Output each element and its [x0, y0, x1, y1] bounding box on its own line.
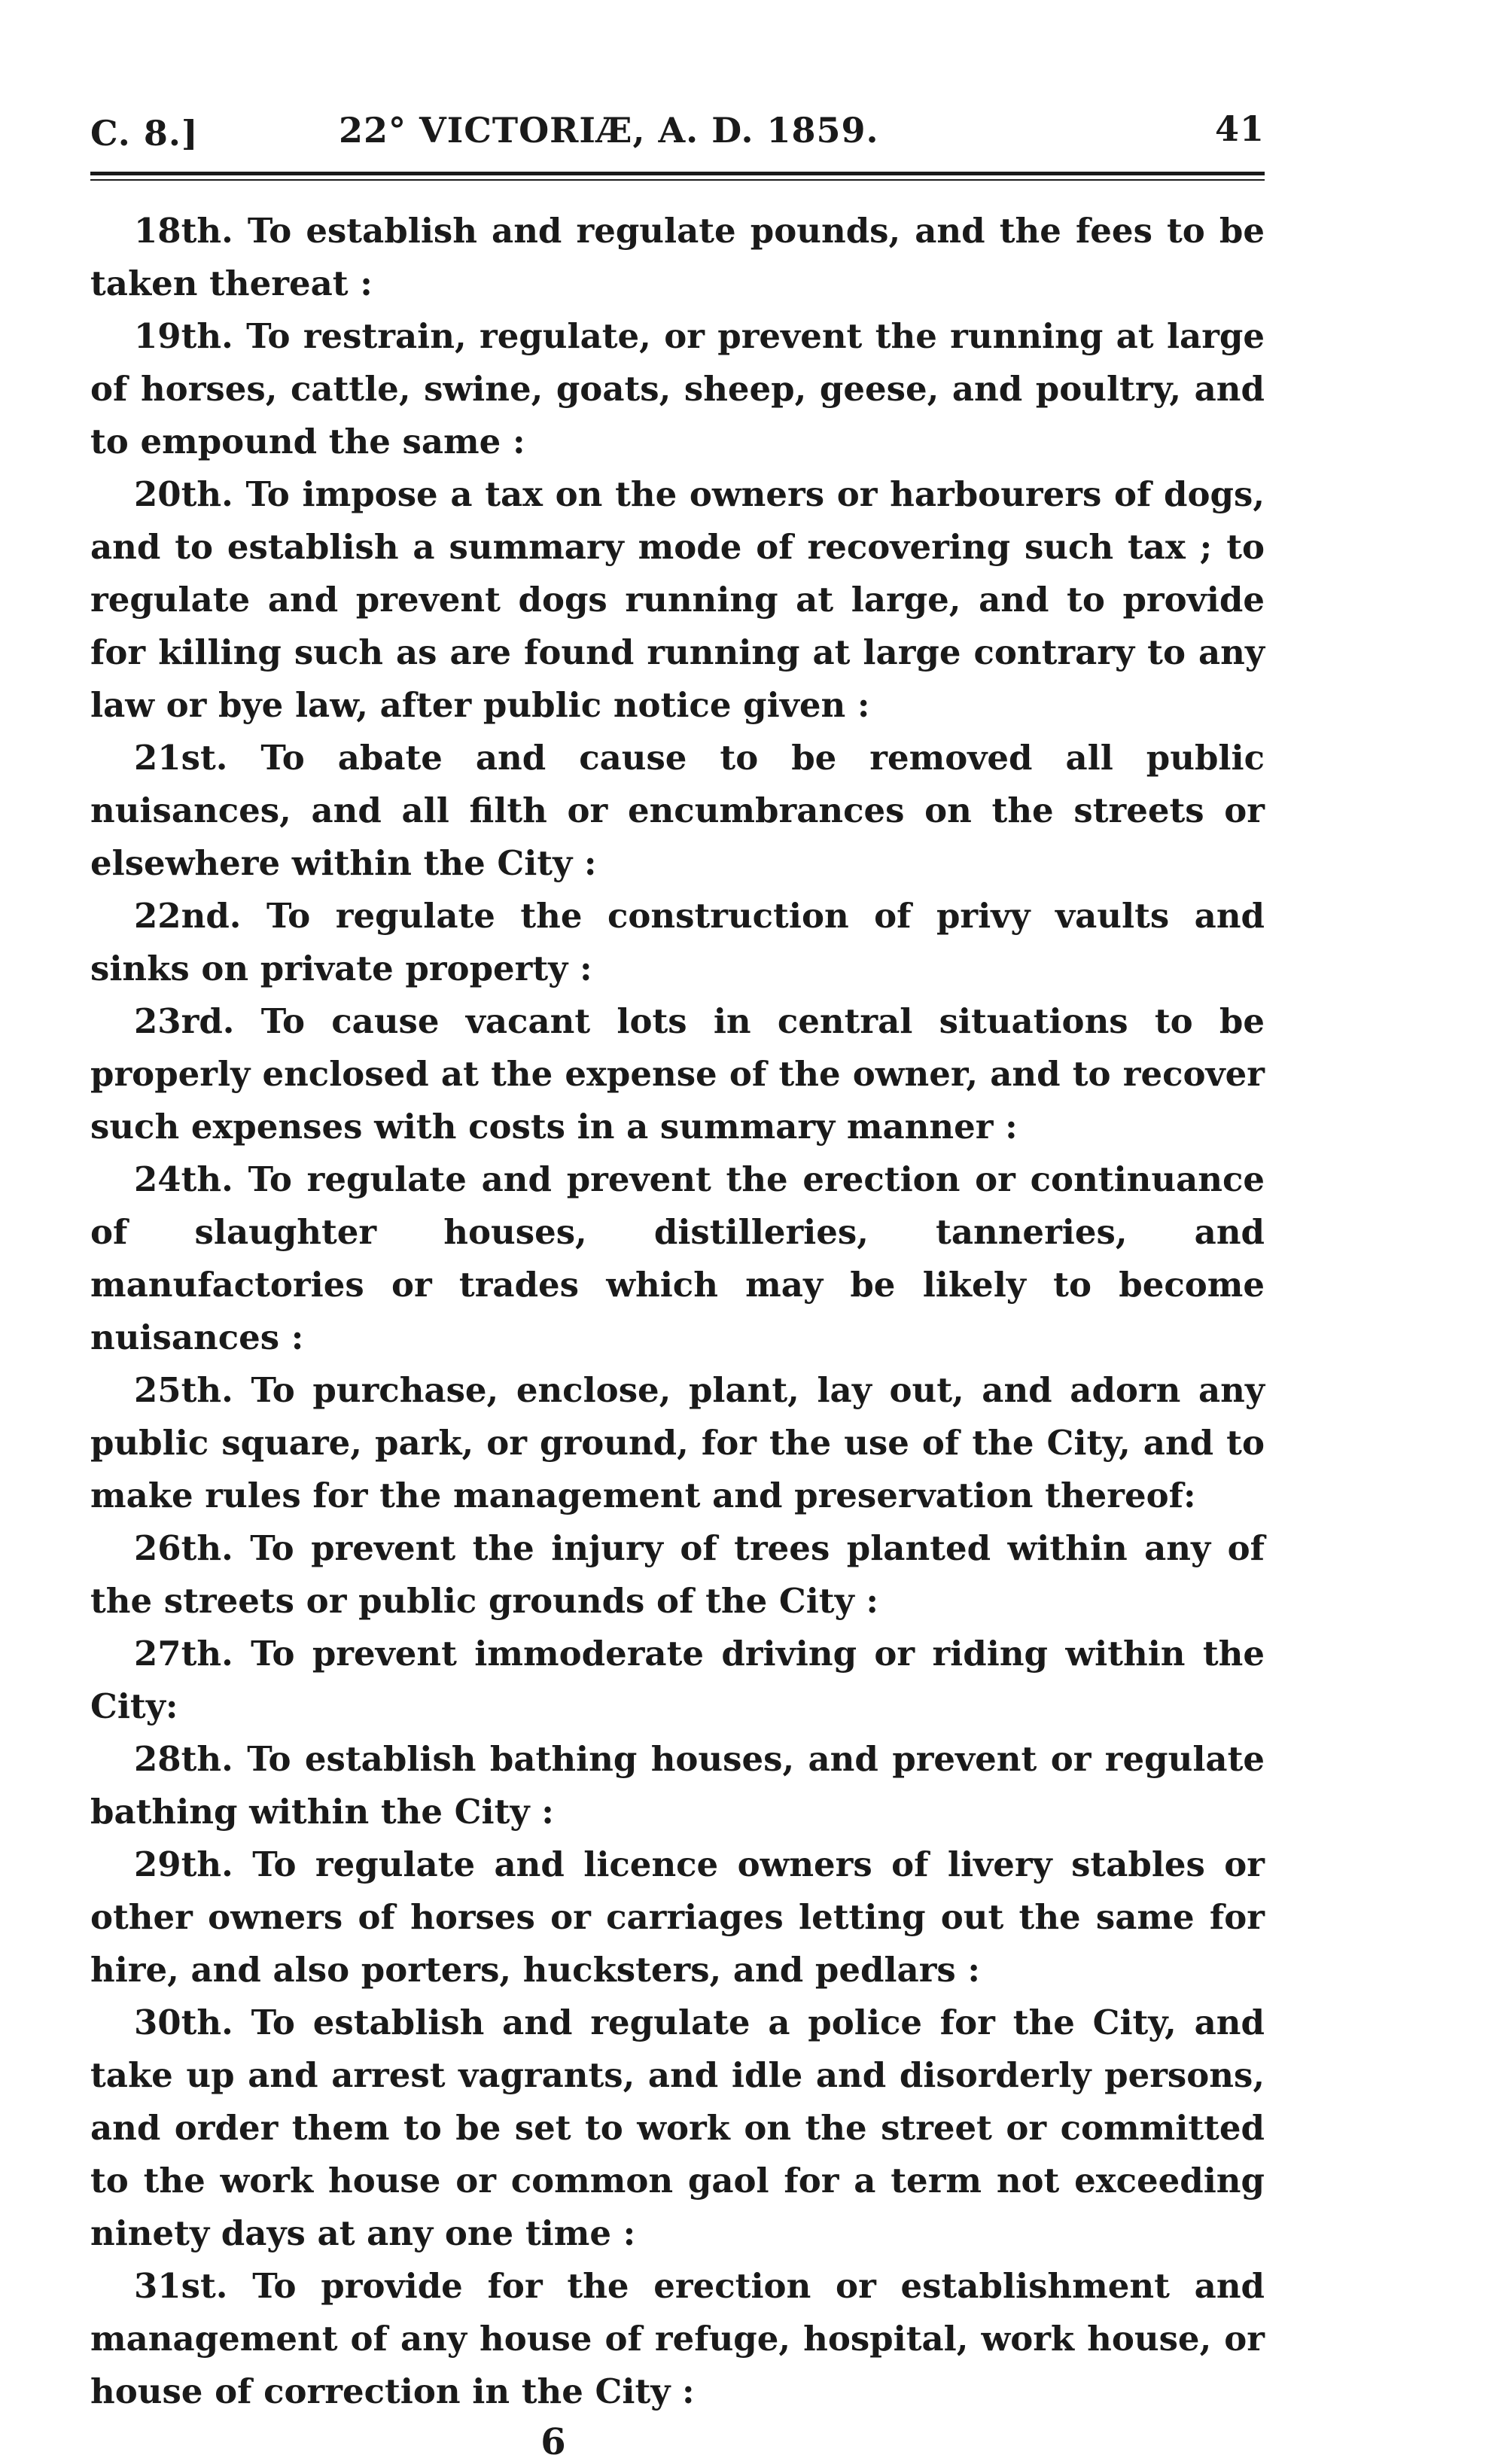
- clause-text: To establish bathing houses, and prevent or regulate bathing within the City :: [90, 1739, 1265, 1832]
- clause-number: 21st.: [134, 738, 228, 778]
- clause-21: [90, 732, 1265, 890]
- clause-19: [90, 310, 1265, 468]
- header-rule: [90, 172, 1265, 181]
- clause-text: To provide for the erection or establishment and management of any house of refuge, hospital, work house, or house of correction in the City :: [90, 2266, 1265, 2411]
- page-number: 41: [1214, 108, 1265, 149]
- clause-text: To cause vacant lots in central situations to be properly enclosed at the expense of the owner, and to recover such expenses with costs in a summary manner :: [90, 1001, 1265, 1147]
- clause-number: 23rd.: [134, 1001, 235, 1041]
- clause-25: [90, 1364, 1265, 1522]
- clause-number: 18th.: [134, 211, 233, 251]
- clause-text: To establish and regulate a police for the City, and take up and arrest vagrants, and idle and disorderly persons, and order them to be set to work on the street or committed to the work house or common gaol for a term not exceeding ninety days at any one time :: [90, 2003, 1265, 2253]
- clause-text: To regulate the construction of privy vaults and sinks on private property :: [90, 896, 1265, 988]
- clause-text: To restrain, regulate, or prevent the running at large of horses, cattle, swine, goats, sheep, geese, and poultry, and to empound the same :: [90, 316, 1265, 461]
- clause-text: To purchase, enclose, plant, lay out, and adorn any public square, park, or ground, for the use of the City, and to make rules for the management and preservation thereof:: [90, 1370, 1265, 1515]
- clause-list: [90, 205, 1265, 2418]
- document-page: [90, 105, 1265, 2463]
- clause-text: To establish and regulate pounds, and the fees to be taken thereat :: [90, 211, 1265, 303]
- clause-number: 25th.: [134, 1370, 233, 1410]
- running-header: [90, 105, 1265, 158]
- clause-28: [90, 1733, 1265, 1838]
- clause-text: To prevent immoderate driving or riding within the City:: [90, 1634, 1265, 1726]
- clause-number: 22nd.: [134, 896, 242, 936]
- clause-text: To regulate and licence owners of livery stables or other owners of horses or carriages letting out the same for hire, and also porters, hucksters, and pedlars :: [90, 1844, 1265, 1990]
- clause-23: [90, 995, 1265, 1153]
- header-title: 22° VICTORIÆ, A. D. 1859.: [339, 110, 879, 151]
- clause-20: [90, 468, 1265, 732]
- clause-number: 31st.: [134, 2266, 228, 2306]
- signature-mark: 6: [540, 2421, 566, 2463]
- clause-22: [90, 890, 1265, 995]
- clause-text: To abate and cause to be removed all public nuisances, and all filth or encumbrances on the streets or elsewhere within the City :: [90, 738, 1265, 883]
- clause-text: To prevent the injury of trees planted within any of the streets or public grounds of the City :: [90, 1528, 1265, 1621]
- clause-number: 20th.: [134, 474, 233, 514]
- clause-24: [90, 1153, 1265, 1364]
- clause-number: 29th.: [134, 1844, 233, 1884]
- clause-number: 19th.: [134, 316, 233, 356]
- clause-text: To impose a tax on the owners or harbourers of dogs, and to establish a summary mode of recovering such tax ; to regulate and prevent dogs running at large, and to provide for killing such as are found running at large contrary to any law or bye law, after public notice given :: [90, 474, 1265, 725]
- clause-number: 28th.: [134, 1739, 233, 1779]
- clause-30: [90, 1996, 1265, 2260]
- chapter-reference: C. 8.]: [90, 113, 199, 154]
- clause-number: 26th.: [134, 1528, 233, 1568]
- clause-27: [90, 1628, 1265, 1733]
- clause-26: [90, 1522, 1265, 1628]
- clause-number: 30th.: [134, 2003, 233, 2042]
- clause-18: [90, 205, 1265, 310]
- clause-29: [90, 1838, 1265, 1996]
- clause-number: 24th.: [134, 1159, 233, 1199]
- clause-text: To regulate and prevent the erection or continuance of slaughter houses, distilleries, tanneries, and manufactories or trades which may be likely to become nuisances :: [90, 1159, 1265, 1357]
- clause-number: 27th.: [134, 1634, 233, 1674]
- clause-31: [90, 2260, 1265, 2418]
